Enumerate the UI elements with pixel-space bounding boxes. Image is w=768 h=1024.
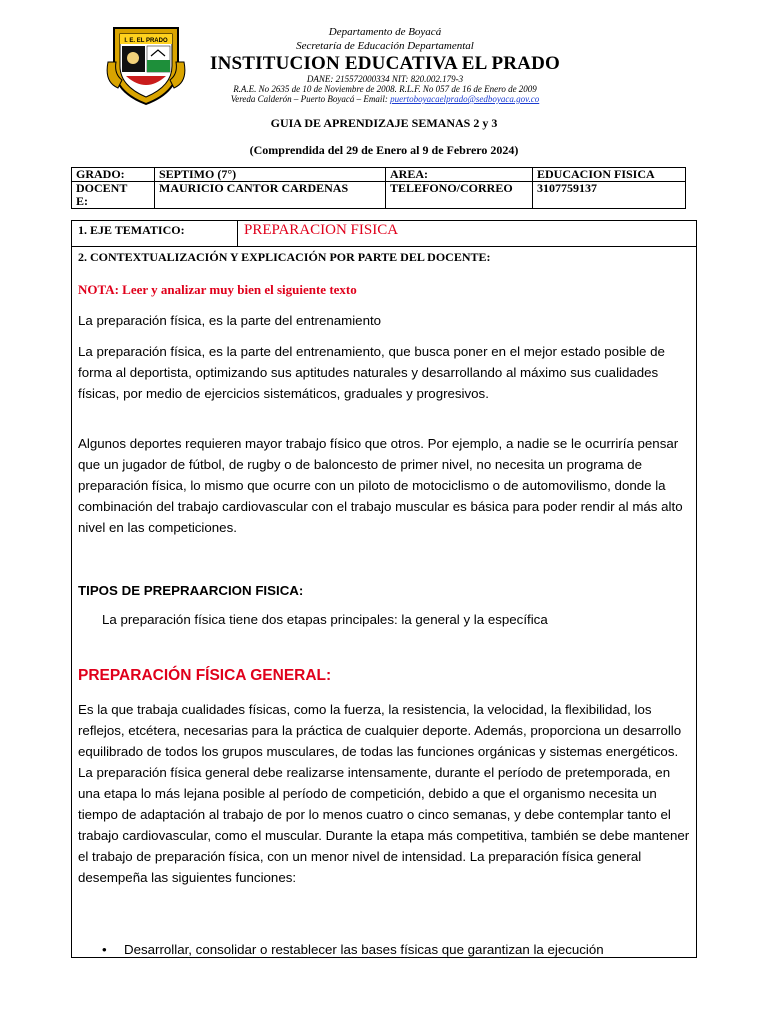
info-row-docente [72,182,686,209]
general-prep-heading: PREPARACIÓN FÍSICA GENERAL: [78,667,332,684]
types-heading: TIPOS DE PREPRAARCION FISICA: [78,583,304,598]
eje-value: PREPARACION FISICA [244,222,399,238]
department-name: Departamento de Boyacá [328,26,442,38]
location-text: Vereda Calderón – Puerto Boyacá – Email: [230,94,391,104]
contact-value: 3107759137 [533,182,686,209]
contact-label: TELEFONO/CORREO [386,182,533,209]
paragraph-intro: La preparación física, es la parte del entrenamiento [78,313,382,328]
docente-label-line1: DOCENT [76,181,128,195]
info-row-grado [72,168,686,182]
docente-label [72,182,155,209]
email-link[interactable]: puertoboyacaelprado@sedboyaca.gov.co [390,94,540,104]
grado-value: SEPTIMO (7°) [155,168,386,182]
reading-note: NOTA: Leer y analizar muy bien el siguiente texto [78,282,357,297]
institution-name: INSTITUCION EDUCATIVA EL PRADO [209,53,560,74]
types-description: La preparación física tiene dos etapas principales: la general y la específica [102,612,548,627]
location-line [190,94,580,104]
dane-nit: DANE: 215572000334 NIT: 820.002.179-3 [306,74,464,84]
docente-value: MAURICIO CANTOR CARDENAS [155,182,386,209]
grado-label: GRADO: [72,168,155,182]
eje-label: 1. EJE TEMATICO: [78,223,185,237]
guide-dates: (Comprendida del 29 de Enero al 9 de Febrero 2024) [249,143,519,157]
rae-resolution: R.A.E. No 2635 de 10 de Noviembre de 2008. R.L.F. No 057 de 16 de Enero de 2009 [233,84,537,94]
svg-text:I. E. EL PRADO: I. E. EL PRADO [124,38,168,44]
area-label: AREA: [386,168,533,182]
paragraph-sports: Algunos deportes requieren mayor trabajo físico que otros. Por ejemplo, a nadie se le ocurriría pensar que un jugador de fútbol, de rugby o de baloncesto de primer nivel, no necesita un programa de preparación física, lo mismo que ocurre con un piloto de motociclismo o de automovilismo, donde la combinación del trabajo cardiovascular con el trabajo muscular es básica para poder rendir al más alto nivel en las competiciones. [78,436,683,535]
area-value: EDUCACION FISICA [533,168,686,182]
school-crest-logo [104,22,188,106]
list-item-text: Desarrollar, consolidar o restablecer las bases físicas que garantizan la ejecución [124,942,604,957]
guide-title: GUIA DE APRENDIZAJE SEMANAS 2 y 3 [270,116,498,130]
context-heading: 2. CONTEXTUALIZACIÓN Y EXPLICACIÓN POR PARTE DEL DOCENTE: [78,250,491,264]
paragraph-general-prep: Es la que trabaja cualidades físicas, como la fuerza, la resistencia, la velocidad, la flexibilidad, los reflejos, etcétera, necesarias para la práctica de cualquier deporte. Además, proporciona un desarrollo equilibrado de todos los grupos musculares, de todas las funciones orgánicas y sistemas energéticos. La preparación física general debe realizarse intensamente, durante el período de pretemporada, en una etapa lo más lejana posible al período de competición, debido a que el organismo necesita un tiempo de adaptación al trabajo de por lo menos cuatro o cinco semanas, y debe contemplar tanto el trabajo cardiovascular, como el muscular. Durante la etapa más competitiva, también se debe mantener el trabajo de preparación física, con un menor nivel de intensidad. La preparación física general desempeña las siguientes funciones: [78,702,690,885]
content-box [71,220,697,958]
paragraph-definition: La preparación física, es la parte del entrenamiento, que busca poner en el mejor estado posible de forma al deportista, optimizando sus aptitudes naturales y desarrollando al máximo sus cualidades físicas, por medio de ejercicios sistemáticos, graduales y progresivos. [78,344,665,401]
eje-divider [237,221,238,246]
info-table [71,167,686,209]
eje-row [72,221,696,247]
docente-label-line2: E: [76,194,88,208]
bullet-dot-icon: • [102,942,107,957]
secretariat-name: Secretaría de Educación Departamental [296,40,474,52]
